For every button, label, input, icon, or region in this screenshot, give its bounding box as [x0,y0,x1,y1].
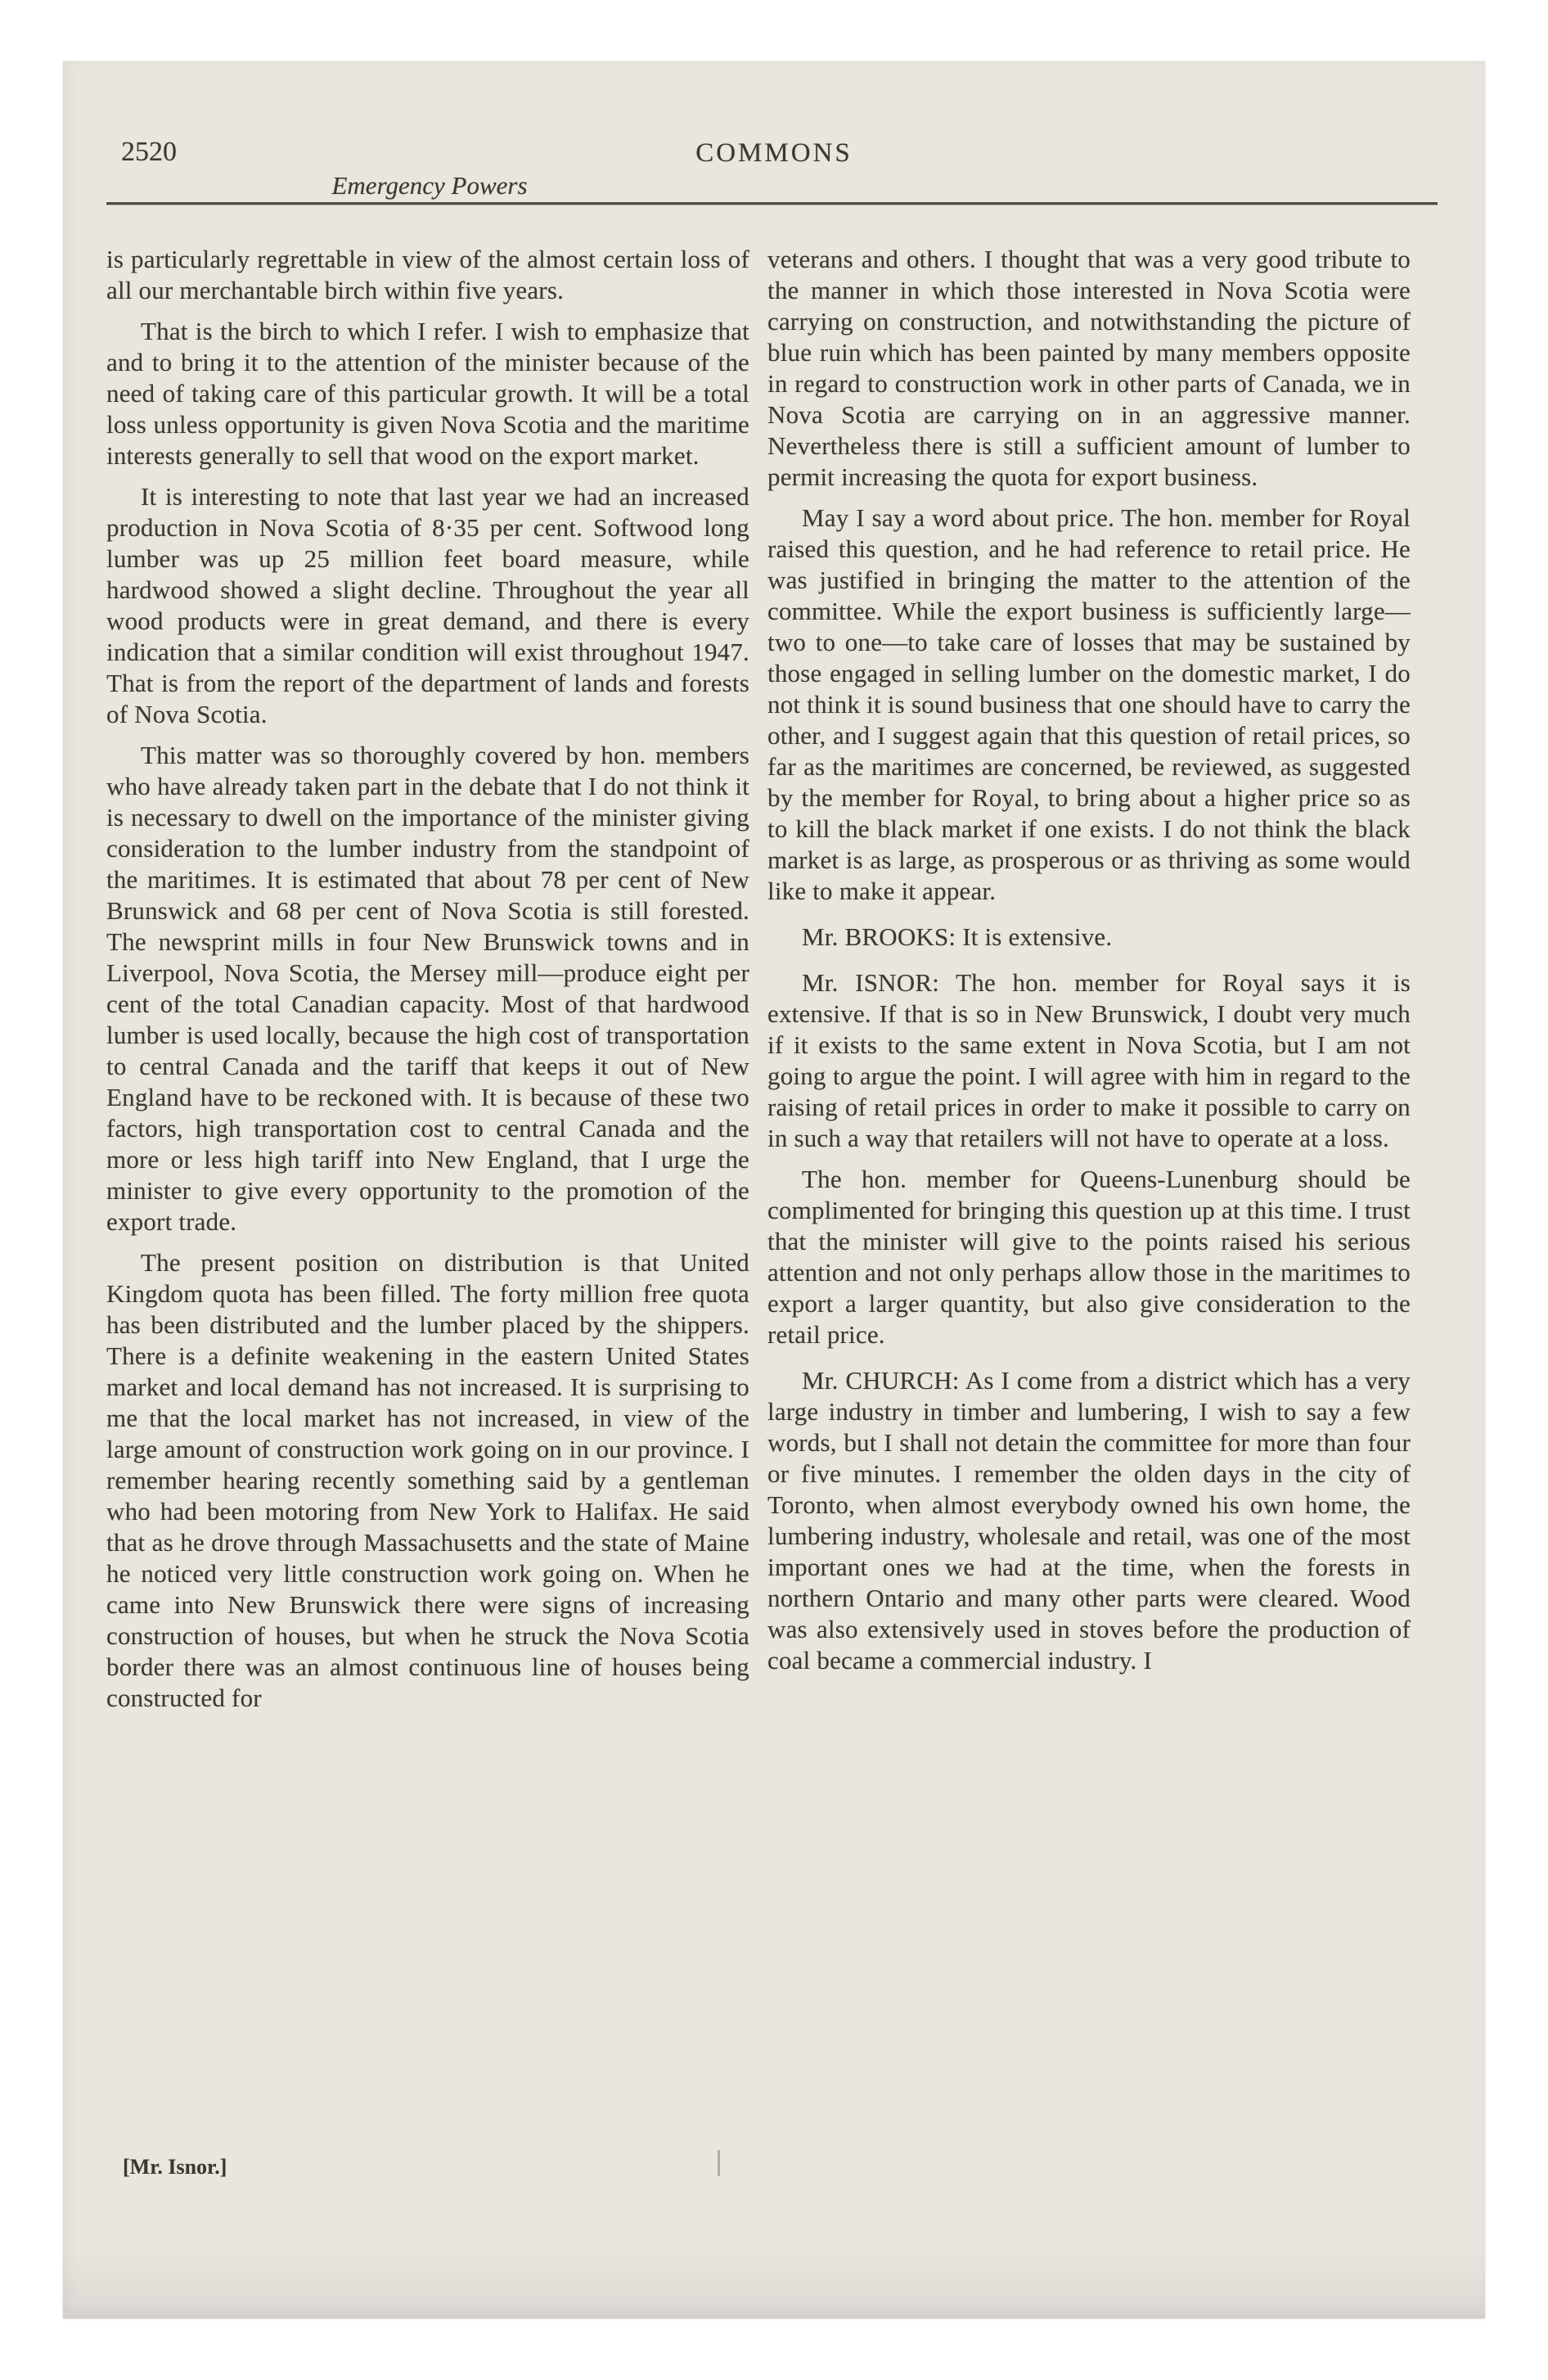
paragraph: It is interesting to note that last year we had an increased production in Nova Scotia of 8·35 per cent. Softwood long lumber was up 25 million feet board measure, while hardwood showed a slight decline. Throughout the year all wood products were in great demand, and there is every indication that a similar condition will exist throughout 1947. That is from the report of the department of lands and forests of Nova Scotia. [106,482,749,728]
paragraph: is particularly regrettable in view of the almost certain loss of all our merchantable birch within five years. [106,245,749,304]
right-column [767,244,1411,1676]
speech-paragraph: Mr. ISNOR: The hon. member for Royal says it is extensive. If that is so in New Brunswick, I doubt very much if it exists to the same extent in Nova Scotia, but I am not going to argue the point. I will agree with him in regard to the raising of retail prices in order to make it possible to carry on in such a way that retailers will not have to operate at a loss. [767,968,1411,1152]
running-title: Emergency Powers [331,171,528,200]
speaker-name: Mr. CHURCH: [802,1366,965,1395]
paragraph: May I say a word about price. The hon. member for Royal raised this question, and he had reference to retail price. He was justified in bringing the matter to the attention of the committee. While the export business is sufficiently large—two to one—to take care of losses that may be sustained by those engaged in selling lumber on the domestic market, I do not think it is sound business that one should have to carry the other, and I suggest again that this question of retail prices, so far as the maritimes are concerned, be reviewed, as suggested by the member for Royal, to bring about a higher price so as to kill the black market if one exists. I do not think the black market is as large, as prosperous or as thriving as some would like to make it appear. [767,503,1411,905]
speaker-name: Mr. ISNOR: [802,968,956,997]
paragraph: The hon. member for Queens-Lunenburg should be complimented for bringing this question up at this time. I trust that the minister will give to the points raised his serious attention and not only perhaps allow those in the maritimes to export a larger quantity, but also give consideration to the retail price. [767,1165,1411,1349]
scanned-page [63,61,1485,2319]
paragraph: The present position on distribution is that United Kingdom quota has been filled. The forty million free quota has been distributed and the lumber placed by the shippers. There is a definite weakening in the eastern United States market and local demand has not increased. It is surprising to me that the local market has not increased, in view of the large amount of construction work going on in our province. I remember hearing recently something said by a gentleman who had been motoring from New York to Halifax. He said that as he drove through Massachusetts and the state of Maine he noticed very little construction work going on. When he came into New Brunswick there were signs of increasing construction of houses, but when he struck the Nova Scotia border there was an almost continuous line of houses being constructed for [106,1248,749,1712]
paragraph: This matter was so thoroughly covered by hon. members who have already taken part in the debate that I do not think it is necessary to dwell on the importance of the minister giving consideration to the lumber industry from the standpoint of the maritimes. It is estimated that about 78 per cent of New Brunswick and 68 per cent of Nova Scotia is still forested. The newsprint mills in four New Brunswick towns and in Liverpool, Nova Scotia, the Mersey mill—produce eight per cent of the total Canadian capacity. Most of that hardwood lumber is used locally, because the high cost of transportation to central Canada and the tariff that keeps it out of New England have to be reckoned with. It is because of these two factors, high transportation cost to central Canada and the more or less high tariff into New England, that I urge the minister to give every opportunity to the promotion of the export trade. [106,741,749,1236]
speaker-name: Mr. BROOKS: [802,922,963,951]
speech-paragraph: Mr. CHURCH: As I come from a district which has a very large industry in timber and lumbering, I wish to say a few words, but I shall not detain the committee for more than four or five minutes. I remember the olden days in the city of Toronto, when almost everybody owned his own home, the lumbering industry, wholesale and retail, was one of the most important ones we had at the time, when the forests in northern Ontario and many other parts were cleared. Wood was also extensively used in stoves before the production of coal became a commercial industry. I [767,1366,1411,1675]
left-column [106,244,749,1714]
paragraph: That is the birch to which I refer. I wish to emphasize that and to bring it to the attention of the minister because of the need of taking care of this particular growth. It will be a total loss unless opportunity is given Nova Scotia and the maritime interests generally to sell that wood on the export market. [106,317,749,470]
scan-artifact-mark [718,2150,720,2176]
page-number: 2520 [121,137,177,167]
header-rule [106,202,1438,205]
speech-paragraph: Mr. BROOKS: It is extensive. [802,922,1113,951]
speaker-attribution-note: [Mr. Isnor.] [123,2155,227,2179]
journal-title: COMMONS [695,138,853,168]
paragraph: veterans and others. I thought that was a very good tribute to the manner in which those interested in Nova Scotia were carrying on construction, and notwithstanding the picture of blue ruin which has been painted by many members opposite in regard to construction work in other parts of Canada, we in Nova Scotia are carrying on in an aggressive manner. Nevertheless there is still a sufficient amount of lumber to permit increasing the quota for export business. [767,245,1411,491]
